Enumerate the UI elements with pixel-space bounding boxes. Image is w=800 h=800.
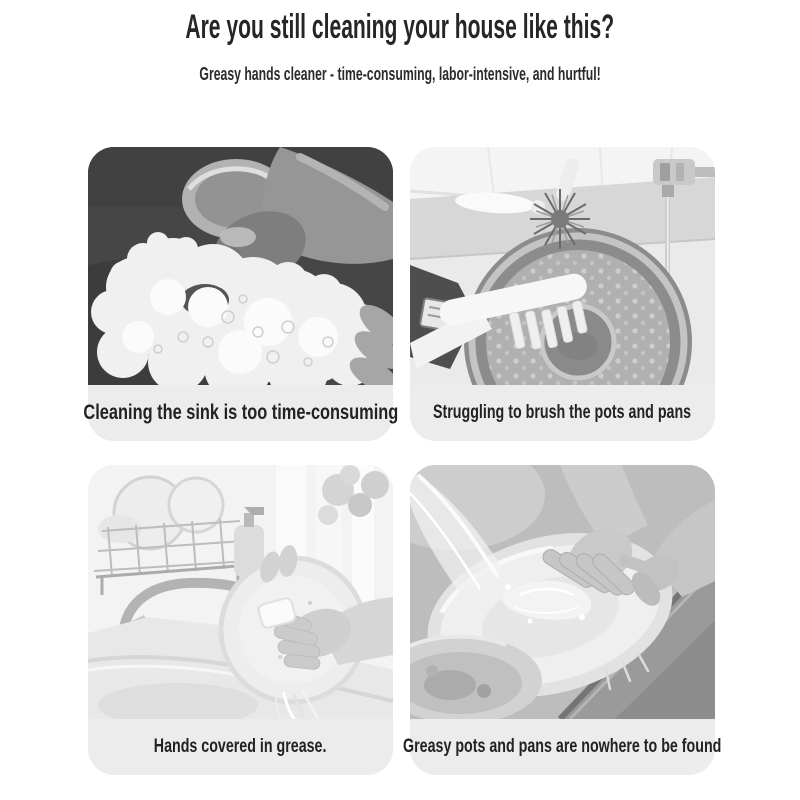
caption-text: Cleaning the sink is too time-consuming [83,401,398,424]
caption-no-greasy-pans [403,719,722,775]
panel-brush-pots [410,147,715,441]
caption-text: Greasy pots and pans are nowhere to be found [403,736,722,757]
photo-pot-brushing [410,147,715,385]
caption-cleaning-sink [83,385,398,441]
page-subtitle [0,64,800,85]
caption-brush-pots [410,385,715,441]
photo-foamy-sink [88,147,393,385]
page-subtitle-text: Greasy hands cleaner - time-consuming, labor-intensive, and hurtful! [199,64,601,84]
washing-plate-illustration [88,465,393,719]
panels-grid [83,147,722,775]
panel-no-greasy-pans [403,465,722,775]
caption-greasy-hands [88,719,393,775]
caption-text: Struggling to brush the pots and pans [433,402,692,423]
panel-greasy-hands [88,465,393,775]
rinsing-plate-illustration [410,465,715,719]
photo-rinsing-plate [410,465,715,719]
page-title-text: Are you still cleaning your house like this? [185,8,615,46]
panel-cleaning-sink [83,147,398,441]
photo-washing-plate [88,465,393,719]
page-title [0,8,800,47]
pot-brushing-illustration [410,147,715,385]
foamy-sink-illustration [88,147,393,385]
caption-text: Hands covered in grease. [154,736,327,757]
